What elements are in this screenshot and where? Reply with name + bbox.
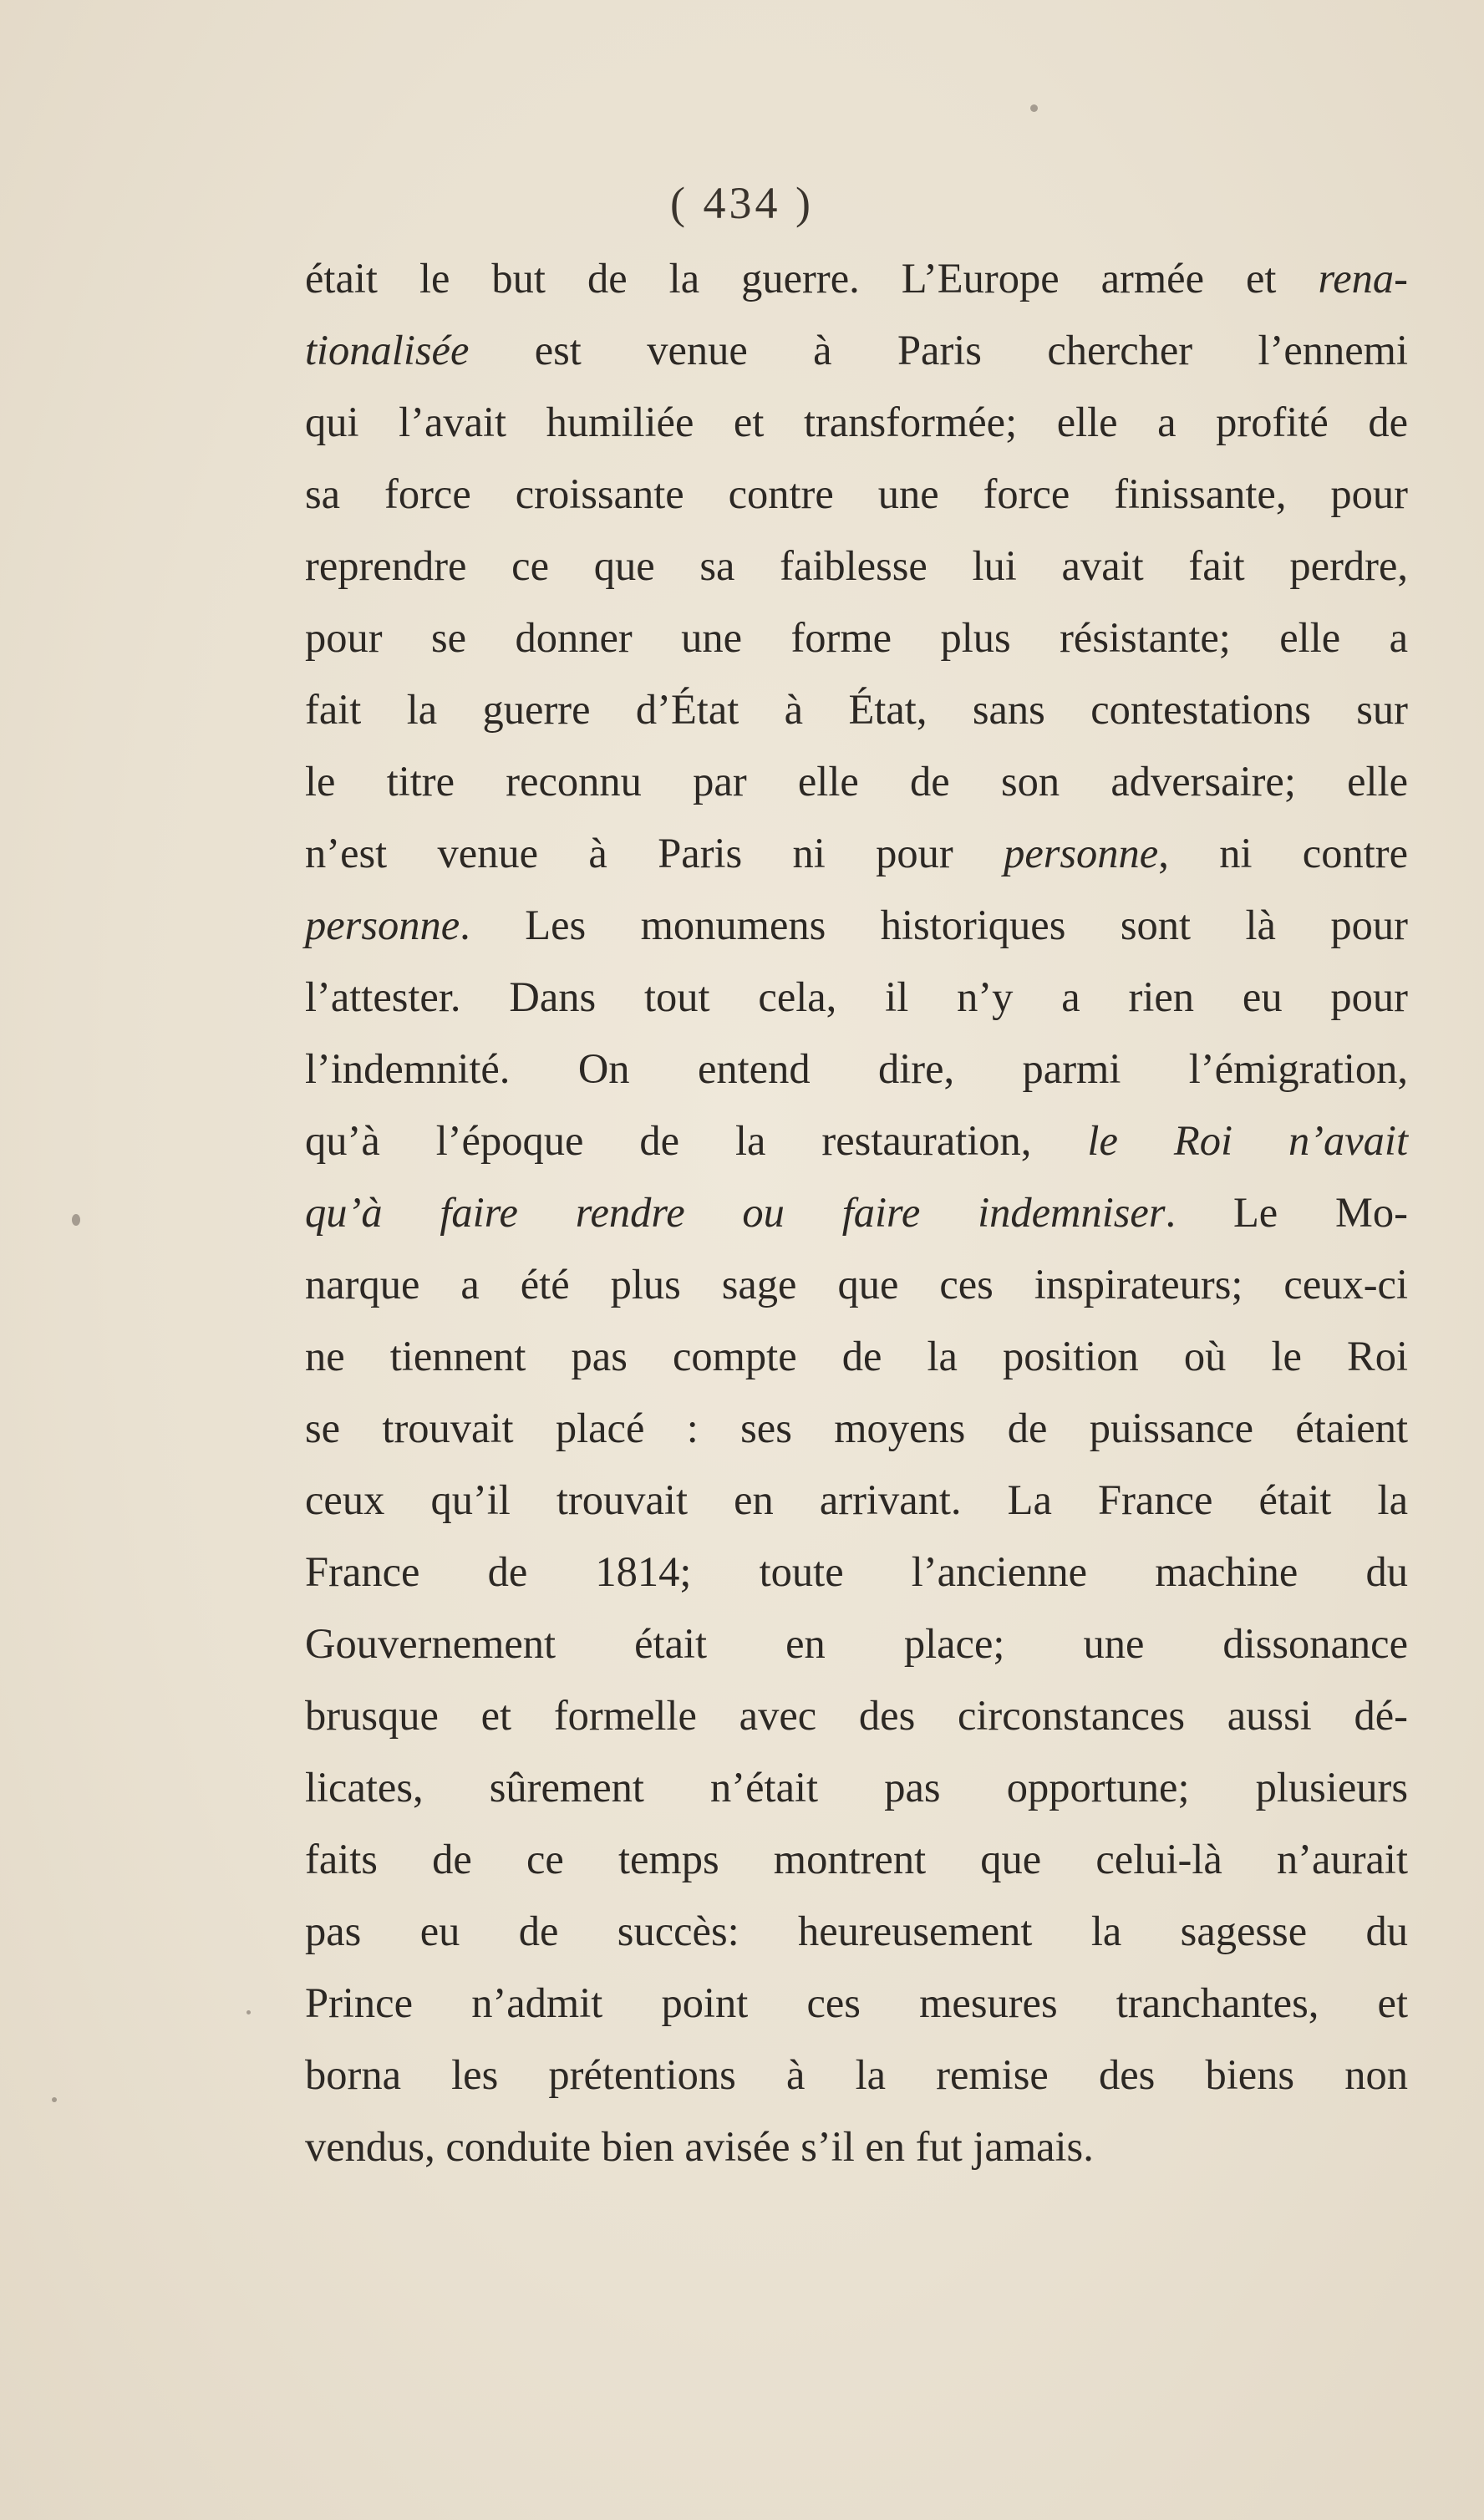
italic-segment: rena- [1318,255,1408,302]
paper-speck [72,1214,80,1226]
text-line [305,1751,1408,1823]
paper-speck [52,2097,57,2102]
text-segment: qui l’avait humiliée et transformée; elle a profité de [305,399,1408,445]
text-segment: faits de ce temps montrent que celui-là n’aurait [305,1836,1408,1882]
text-line [305,673,1408,745]
text-segment: était le but de la guerre. L’Europe armée et [305,255,1319,302]
text-segment: n’est venue à Paris ni pour [305,830,1004,876]
text-segment: France de 1814; toute l’ancienne machine du [305,1548,1408,1595]
text-line [305,2039,1408,2111]
italic-segment: le Roi n’avait [1087,1117,1408,1164]
text-line [305,961,1408,1033]
text-line [305,1967,1408,2039]
text-segment: brusque et formelle avec des circonstances aussi dé- [305,1692,1408,1739]
text-segment: narque a été plus sage que ces inspirateurs; ceux-ci [305,1261,1408,1308]
text-line [305,530,1408,602]
text-line [305,1248,1408,1320]
text-segment: ceux qu’il trouvait en arrivant. La France était la [305,1476,1408,1523]
page-number: ( 434 ) [670,178,814,228]
text-line [305,745,1408,817]
text-segment: vendus, conduite bien avisée s’il en fut jamais. [305,2123,1094,2170]
text-line [305,817,1408,889]
text-segment: l’indemnité. On entend dire, parmi l’émigration, [305,1045,1408,1092]
text-line [305,602,1408,673]
text-segment: Gouvernement était en place; une dissonance [305,1620,1408,1667]
text-segment: . Le Mo- [1165,1189,1409,1236]
text-segment: est venue à Paris chercher l’ennemi [469,327,1408,373]
text-line [305,1392,1408,1464]
text-line [305,1895,1408,1967]
text-line [305,1105,1408,1176]
text-line [305,1464,1408,1536]
text-segment: l’attester. Dans tout cela, il n’y a rien eu pour [305,973,1408,1020]
text-segment: pas eu de succès: heureusement la sagesse du [305,1908,1408,1954]
text-segment: . Les monumens historiques sont là pour [460,902,1408,948]
italic-segment: tionalisée [305,327,470,373]
body-text [305,242,1408,2182]
text-line [305,458,1408,530]
text-line [305,2111,1408,2182]
text-segment: fait la guerre d’État à État, sans contestations sur [305,686,1408,733]
paper-speck [1030,104,1038,112]
text-segment: Prince n’admit point ces mesures tranchantes, et [305,1979,1408,2026]
text-line [305,386,1408,458]
text-line [305,1823,1408,1895]
text-line [305,1033,1408,1105]
italic-segment: personne [1004,830,1159,876]
text-line [305,1320,1408,1392]
text-segment: sa force croissante contre une force finissante, pour [305,470,1408,517]
text-segment: qu’à l’époque de la restauration, [305,1117,1088,1164]
text-segment: reprendre ce que sa faiblesse lui avait fait perdre, [305,542,1408,589]
italic-segment: qu’à faire rendre ou faire indemniser [305,1189,1166,1236]
text-line [305,242,1408,314]
paper-speck [246,2010,251,2014]
text-segment: , ni contre [1158,830,1408,876]
text-segment: licates, sûrement n’était pas opportune; plusieurs [305,1764,1408,1811]
text-line [305,1536,1408,1608]
text-line [305,314,1408,386]
italic-segment: personne [305,902,460,948]
text-segment: borna les prétentions à la remise des biens non [305,2051,1408,2098]
text-line [305,889,1408,961]
text-line [305,1679,1408,1751]
text-segment: se trouvait placé : ses moyens de puissance étaient [305,1405,1408,1451]
text-segment: le titre reconnu par elle de son adversaire; elle [305,758,1408,805]
text-segment: pour se donner une forme plus résistante; elle a [305,614,1408,661]
text-line [305,1176,1408,1248]
text-segment: ne tiennent pas compte de la position où le Roi [305,1333,1408,1379]
text-line [305,1608,1408,1679]
